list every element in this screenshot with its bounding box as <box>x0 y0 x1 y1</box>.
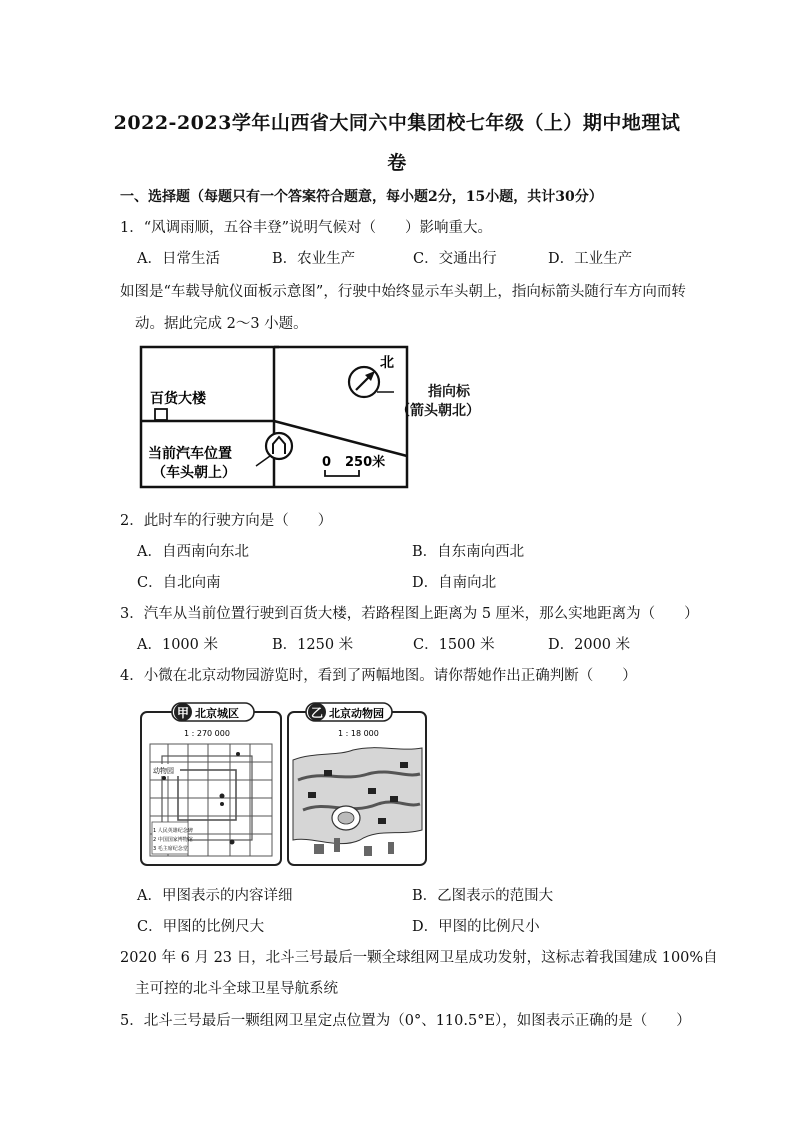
car-position-label: 当前汽车位置 <box>148 446 232 462</box>
north-label: 北 <box>380 355 394 371</box>
section-heading: 一、选择题（每题只有一个答案符合题意，每小题2分，15小题，共计30分） <box>120 189 603 205</box>
map-jia-mark: 甲 <box>177 706 190 720</box>
question-2-option-c: C．自北向南 <box>137 575 221 591</box>
pointer-label: 指向标 <box>428 384 470 400</box>
question-4-stem: 4．小微在北京动物园游览时，看到了两幅地图。请你帮她作出正确判断（ ） <box>120 668 637 684</box>
map-jia-scale: 1 : 270 000 <box>184 729 230 738</box>
question-1-option-b: B．农业生产 <box>272 251 356 267</box>
map-jia-legend-2: 2 中国国家博物馆 <box>153 837 193 843</box>
car-position-note: （车头朝上） <box>152 465 236 481</box>
question-1-option-c: C．交通出行 <box>413 251 497 267</box>
intro-2-3-line1: 如图是“车载导航仪面板示意图”，行驶中始终显示车头朝上，指向标箭头随行车方向而转 <box>120 284 686 300</box>
map-jia-legend-1: 1 人民英雄纪念碑 <box>153 828 193 834</box>
question-1-option-d: D．工业生产 <box>548 251 633 267</box>
two-maps-figure <box>138 700 430 868</box>
scale-value: 250米 <box>345 455 386 470</box>
question-3-stem: 3．汽车从当前位置行驶到百货大楼，若路程图上距离为 5 厘米，那么实地距离为（ ） <box>120 606 699 622</box>
question-2-option-d: D．自南向北 <box>412 575 497 591</box>
question-2-option-a: A．自西南向东北 <box>137 544 249 560</box>
question-1-stem: 1．“风调雨顺，五谷丰登”说明气候对（ ）影响重大。 <box>120 220 493 236</box>
question-3-option-d: D．2000 米 <box>548 637 631 653</box>
question-4-option-d: D．甲图的比例尺小 <box>412 919 540 935</box>
intro-5-line2: 主可控的北斗全球卫星导航系统 <box>135 981 338 997</box>
map-yi-mark: 乙 <box>311 706 324 720</box>
intro-5-line1: 2020 年 6 月 23 日，北斗三号最后一颗全球组网卫星成功发射，这标志着我国建成 100%自 <box>120 950 718 966</box>
question-4-option-b: B．乙图表示的范围大 <box>412 888 554 904</box>
map-jia-zoo-label: 动物园 <box>153 767 174 775</box>
question-4-option-a: A．甲图表示的内容详细 <box>137 888 293 904</box>
question-3-option-c: C．1500 米 <box>413 637 495 653</box>
map-jia-title: 北京城区 <box>195 707 239 720</box>
question-4-option-c: C．甲图的比例尺大 <box>137 919 265 935</box>
question-5-stem: 5．北斗三号最后一颗组网卫星定点位置为（0°、110.5°E），如图表示正确的是（ ） <box>120 1013 691 1029</box>
map-yi-scale: 1 : 18 000 <box>338 729 379 738</box>
intro-2-3-line2: 动。据此完成 2～3 小题。 <box>135 316 308 332</box>
question-1-option-a: A．日常生活 <box>137 251 220 267</box>
map-jia-legend-3: 3 毛主席纪念堂 <box>153 846 188 852</box>
question-3-option-a: A．1000 米 <box>137 637 218 653</box>
question-2-stem: 2．此时车的行驶方向是（ ） <box>120 513 333 529</box>
question-3-option-b: B．1250 米 <box>272 637 354 653</box>
pointer-note: （箭头朝北） <box>396 403 480 419</box>
exam-title-continued: 卷 <box>387 152 407 174</box>
scale-zero: 0 <box>322 455 332 470</box>
exam-title: 2022-2023学年山西省大同六中集团校七年级（上）期中地理试 <box>113 112 681 134</box>
department-store-label: 百货大楼 <box>150 391 206 407</box>
question-2-option-b: B．自东南向西北 <box>412 544 525 560</box>
navigation-panel-figure <box>138 344 410 490</box>
map-yi-title: 北京动物园 <box>329 707 384 720</box>
department-store-marker <box>155 409 167 420</box>
